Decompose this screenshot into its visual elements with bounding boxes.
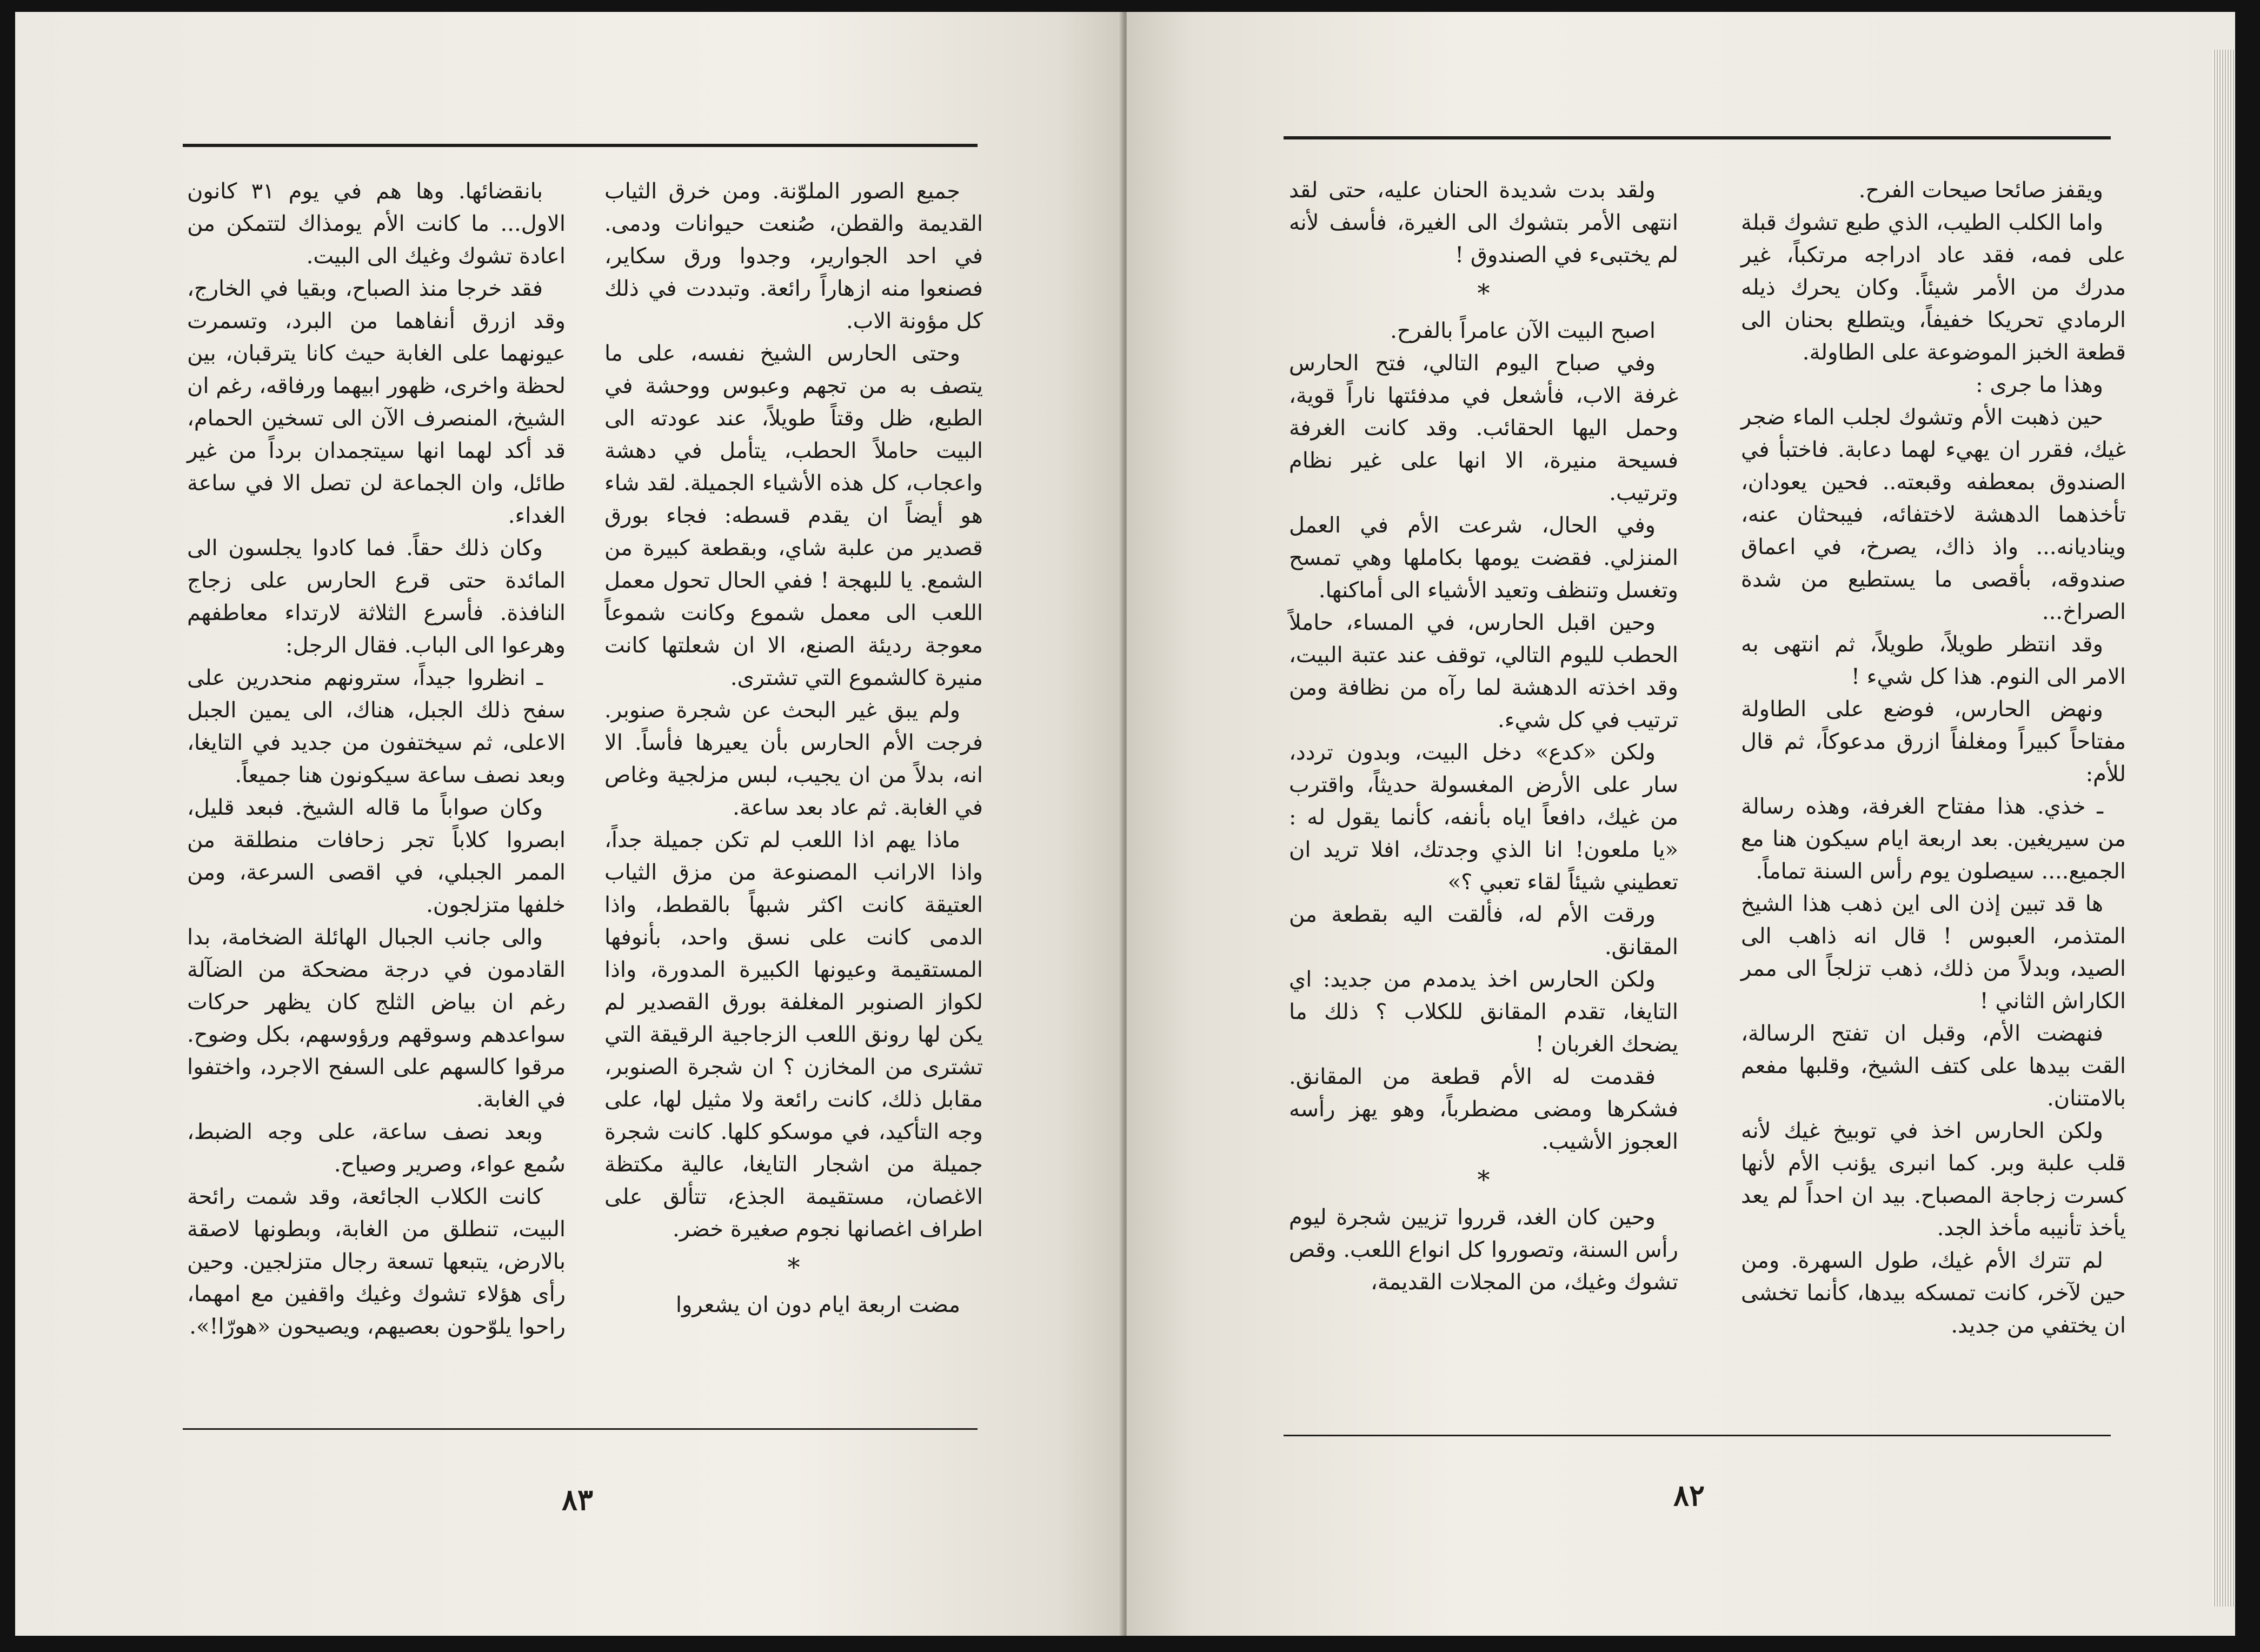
paragraph: ولكن الحارس اخذ في توبيخ غيك لأنه قلب علبة وبر. كما انبرى يؤنب الأم لأنها كسرت زجاجة المصباح. بيد ان احداً لم يعد يأخذ تأنيبه مأخذ الجد. bbox=[1741, 1118, 2126, 1241]
paragraph: ولكن «كدع» دخل البيت، وبدون تردد، سار على الأرض المغسولة حديثاً، واقترب من غيك، دافعاً اياه بأنفه، كأنما يقول له : «يا ملعون! انا الذي وجدتك، افلا تريد ان تعطيني شيئاً لقاء تعبي ؟» bbox=[1289, 740, 1678, 895]
left-page-right-column bbox=[604, 175, 983, 1386]
right-page-left-column bbox=[1289, 174, 1678, 1417]
page-number: ٨٢ bbox=[1673, 1478, 1705, 1513]
left-page-left-column bbox=[187, 175, 566, 1386]
right-page-right-column bbox=[1741, 174, 2126, 1417]
left-page bbox=[15, 12, 1124, 1636]
paragraph: وبعد نصف ساعة، على وجه الضبط، سُمع عواء، وصرير وصياح. bbox=[187, 1120, 566, 1177]
paragraph: وهذا ما جرى : bbox=[1976, 372, 2103, 397]
paragraph: كانت الكلاب الجائعة، وقد شمت رائحة البيت، تنطلق من الغابة، وبطونها لاصقة بالارض، يتبعها تسعة رجال متزلجين. وحين رأى هؤلاء تشوك وغيك واقفين مع امهما، راحوا يلوّحون بعصيهم، ويصيحون «هورّا!». bbox=[187, 1184, 566, 1339]
paragraph: وفي صباح اليوم التالي، فتح الحارس غرفة الاب، فأشعل في مدفئتها ناراً قوية، وحمل اليها الحقائب. وقد كانت الغرفة فسيحة منيرة، الا انها على غير نظام وترتيب. bbox=[1289, 351, 1678, 505]
paragraph: وفي الحال، شرعت الأم في العمل المنزلي. فقضت يومها بكاملها وهي تمسح وتغسل وتنظف وتعيد الأشياء الى أماكنها. bbox=[1289, 513, 1678, 603]
paragraph: وحتى الحارس الشيخ نفسه، على ما يتصف به من تجهم وعبوس ووحشة في الطبع، ظل وقتاً طويلاً، عند عودته الى البيت حاملاً الحطب، يتأمل في دهشة واعجاب، كل هذه الأشياء الجميلة. لقد شاء هو أيضاً ان يقدم قسطه: فجاء بورق قصدير من علبة شاي، وبقطعة كبيرة من الشمع. يا للبهجة ! ففي الحال تحول معمل اللعب الى معمل شموع وكانت شموعاً معوجة رديئة الصنع، الا ان شعلتها كانت منيرة كالشموع التي تشترى. bbox=[604, 341, 983, 690]
page-number: ٨٣ bbox=[561, 1482, 593, 1517]
open-book bbox=[15, 12, 2235, 1636]
section-break: * bbox=[787, 1253, 800, 1282]
paragraph: والى جانب الجبال الهائلة الضخامة، بدا القادمون في درجة مضحكة من الضآلة رغم ان بياض الثلج كان يظهر حركات سواعدهم وسوقهم ورؤوسهم، بكل وضوح. مرقوا كالسهم على السفح الاجرد، واختفوا في الغابة. bbox=[187, 925, 566, 1112]
top-rule bbox=[183, 144, 978, 147]
bottom-rule bbox=[1284, 1435, 2111, 1436]
paragraph: حين ذهبت الأم وتشوك لجلب الماء ضجر غيك، فقرر ان يهيء لهما دعابة. فاختبأ في الصندوق بمعطفه وقبعته.. فحين يعودان، تأخذهما الدهشة لاختفائه، فيبحثان عنه، ويناديانه... واذ ذاك، يصرخ، في اعماق صندوقه، بأقصى ما يستطيع من شدة الصراخ... bbox=[1741, 405, 2126, 624]
paragraph: وقد انتظر طويلاً، طويلاً، ثم انتهى به الامر الى النوم. هذا كل شيء ! bbox=[1741, 632, 2126, 689]
right-page bbox=[1127, 12, 2235, 1636]
paragraph: ولكن الحارس اخذ يدمدم من جديد: اي التايغا، تقدم المقانق للكلاب ؟ ذلك ما يضحك الغربان ! bbox=[1289, 967, 1678, 1057]
paragraph: مضت اربعة ايام دون ان يشعروا bbox=[675, 1293, 960, 1317]
paragraph: واما الكلب الطيب، الذي طبع تشوك قبلة على فمه، فقد عاد ادراجه مرتكباً، غير مدرك من الأمر شيئاً. وكان يحرك ذيله الرمادي تحريكا خفيفاً، ويتطلع بحنان الى قطعة الخبز الموضوعة على الطاولة. bbox=[1741, 210, 2126, 365]
paragraph: اصبح البيت الآن عامراً بالفرح. bbox=[1390, 318, 1656, 343]
paragraph: وكان صواباً ما قاله الشيخ. فبعد قليل، ابصروا كلاباً تجر زحافات منطلقة من الممر الجبلي، في اقصى السرعة، ومن خلفها متزلجون. bbox=[187, 795, 566, 917]
paragraph: ونهض الحارس، فوضع على الطاولة مفتاحاً كبيراً ومغلفاً ازرق مدعوكاً، ثم قال للأم: bbox=[1741, 697, 2126, 787]
paragraph: ولم يبق غير البحث عن شجرة صنوبر. فرجت الأم الحارس بأن يعيرها فأساً. الا انه، بدلاً من ان يجيب، لبس مزلجية وغاص في الغابة. ثم عاد بعد ساعة. bbox=[604, 698, 983, 820]
paragraph: وحين كان الغد، قرروا تزيين شجرة ليوم رأس السنة، وتصوروا كل انواع اللعب. وقص تشوك وغيك، من المجلات القديمة، bbox=[1289, 1205, 1678, 1295]
section-break: * bbox=[1477, 278, 1490, 308]
paragraph: وكان ذلك حقاً. فما كادوا يجلسون الى المائدة حتى قرع الحارس على زجاج النافذة. فأسرع الثلاثة لارتداء معاطفهم وهرعوا الى الباب. فقال الرجل: bbox=[187, 536, 566, 658]
page-edges bbox=[2212, 50, 2235, 1607]
paragraph: بانقضائها. وها هم في يوم ٣١ كانون الاول... ما كانت الأم يومذاك لتتمكن من اعادة تشوك وغيك الى البيت. bbox=[187, 179, 566, 269]
section-break: * bbox=[1477, 1165, 1490, 1194]
paragraph: ولقد بدت شديدة الحنان عليه، حتى لقد انتهى الأمر بتشوك الى الغيرة، فأسف لأنه لم يختبىء في الصندوق ! bbox=[1289, 178, 1678, 268]
paragraph: ـ انظروا جيداً، سترونهم منحدرين على سفح ذلك الجبل، هناك، الى يمين الجبل الاعلى، ثم سيختفون من جديد في التايغا، وبعد نصف ساعة سيكونون هنا جميعاً. bbox=[187, 665, 566, 788]
bottom-rule bbox=[183, 1428, 978, 1430]
paragraph: ورقت الأم له، فألقت اليه بقطعة من المقانق. bbox=[1289, 902, 1678, 960]
paragraph: فقد خرجا منذ الصباح، وبقيا في الخارج، وقد ازرق أنفاهما من البرد، وتسمرت عيونهما على الغابة حيث كانا يترقبان، بين لحظة واخرى، ظهور ابيهما ورفاقه، رغم ان الشيخ، المنصرف الآن الى تسخين الحمام، قد أكد لهما انها سيتجمدان برداً من غير طائل، وان الجماعة لن تصل الا في ساعة الغداء. bbox=[187, 276, 566, 528]
paragraph: ماذا يهم اذا اللعب لم تكن جميلة جداً، واذا الارانب المصنوعة من مزق الثياب العتيقة كانت اكثر شبهاً بالقطط، واذا الدمى كانت على نسق واحد، بأنوفها المستقيمة وعيونها الكبيرة المدورة، واذا لكواز الصنوبر المغلفة بورق القصدير لم يكن لها رونق اللعب الزجاجية الرقيقة التي تشترى من المخازن ؟ ان شجرة الصنوبر، مقابل ذلك، كانت رائعة ولا مثيل لها، على وجه التأكيد، في موسكو كلها. كانت شجرة جميلة من اشجار التايغا، عالية مكتظة الاغصان، مستقيمة الجذع، تتألق على اطراف اغصانها نجوم صغيرة خضر. bbox=[604, 828, 983, 1242]
paragraph: جميع الصور الملوّنة. ومن خرق الثياب القديمة والقطن، صُنعت حيوانات ودمى. في احد الجوارير، وجدوا ورق سكاير، فصنعوا منه ازهاراً رائعة. وتبددت في ذلك كل مؤونة الاب. bbox=[604, 179, 983, 334]
paragraph: ـ خذي. هذا مفتاح الغرفة، وهذه رسالة من سيريغين. بعد اربعة ايام سيكون هنا مع الجميع.... سيصلون يوم رأس السنة تماماً. bbox=[1741, 794, 2126, 884]
paragraph: وحين اقبل الحارس، في المساء، حاملاً الحطب لليوم التالي، توقف عند عتبة البيت، وقد اخذته الدهشة لما رآه من نظافة ومن ترتيب في كل شيء. bbox=[1289, 610, 1678, 732]
paragraph: ويقفز صائحا صيحات الفرح. bbox=[1858, 178, 2103, 203]
paragraph: لم تترك الأم غيك، طول السهرة. ومن حين لآخر، كانت تمسكه بيدها، كأنما تخشى ان يختفي من جديد. bbox=[1741, 1248, 2126, 1338]
paragraph: ها قد تبين إذن الى اين ذهب هذا الشيخ المتذمر، العبوس ! قال انه ذاهب الى الصيد، وبدلاً من ذلك، ذهب تزلجاً الى ممر الكاراش الثاني ! bbox=[1741, 891, 2126, 1014]
paragraph: فقدمت له الأم قطعة من المقانق. فشكرها ومضى مضطرباً، وهو يهز رأسه العجوز الأشيب. bbox=[1289, 1064, 1678, 1154]
paragraph: فنهضت الأم، وقبل ان تفتح الرسالة، القت بيدها على كتف الشيخ، وقلبها مفعم بالامتنان. bbox=[1741, 1021, 2126, 1111]
top-rule bbox=[1284, 136, 2111, 139]
